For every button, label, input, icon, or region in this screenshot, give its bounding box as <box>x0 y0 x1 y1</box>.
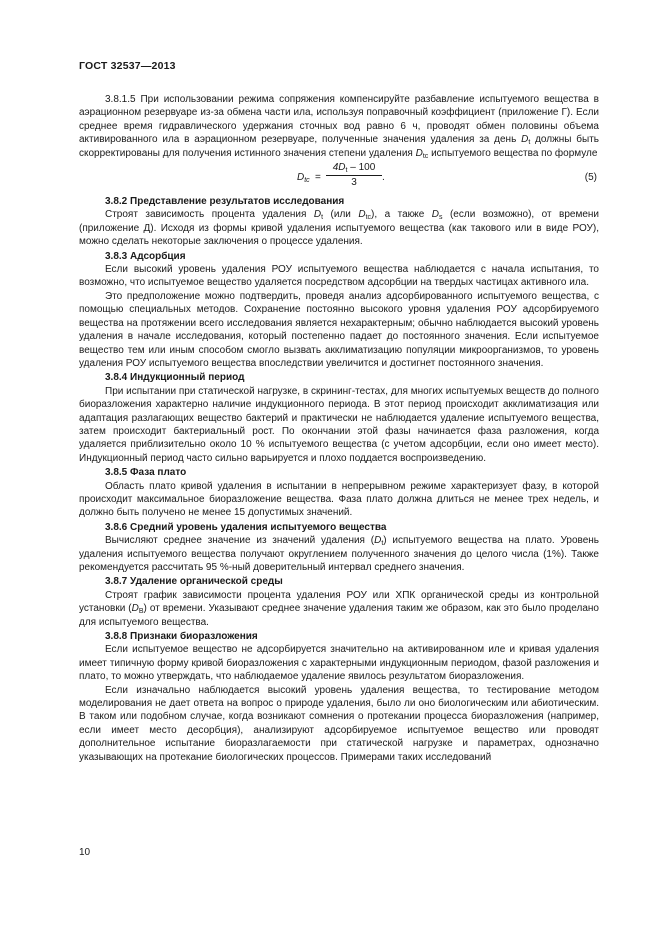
paragraph-3-8-7: Строят график зависимости процента удаления РОУ или ХПК органической среды из контрольной установки $(D_B)$ от времени. Указывают среднее значение удаления таким же образом, как это было проделано для испытуемого вещества. <box>79 589 599 628</box>
paragraph-3-8-5: Область плато кривой удаления в испытании в непрерывном режиме характеризует фазу, в которой происходит максимальное биоразложение вещества. Фаза плато должна длиться не менее трех недель, и должно быть получено не менее 15 допустимых значений. <box>79 480 599 519</box>
document-header: ГОСТ 32537—2013 <box>79 60 176 72</box>
paragraph-3-8-1-5: 3.8.1.5 При использовании режима сопряжения компенсируйте разбавление испытуемого вещества в аэрационном резервуаре из-за обмена части ила, используя поправочный коэффициент (приложение Г). Если среднее время гидравлического удержания сточных вод равно 6 ч, проводят обмен половины объема активированного ила в аэрационном резервуаре, полученные значения удаления за день $D_t$ должны быть скорректированы для получения истинного значения степени удаления $D_{tc}$ испытуемого вещества по формуле <box>79 94 599 160</box>
formula-equals: = <box>315 172 321 184</box>
paragraph-3-8-2: Строят зависимость процента удаления $D_t$ (или $D_{tc}$), а также $D_s$ (если возможно), от времени (приложение Д). Исходя из формы кривой удаления испытуемого вещества (как такового или в виде РОУ), можно сделать некоторые заключения о процессе удаления. <box>79 209 600 248</box>
document-body <box>79 93 599 764</box>
formula-denominator: 3 <box>351 177 357 189</box>
formula-number: (5) <box>584 172 597 184</box>
heading-3-8-5: 3.8.5 Фаза плато <box>105 467 187 479</box>
heading-3-8-4: 3.8.4 Индукционный период <box>105 372 245 384</box>
heading-3-8-6: 3.8.6 Средний уровень удаления испытуемого вещества <box>105 521 387 533</box>
formula-fraction <box>326 162 382 189</box>
paragraph-3-8-6: Вычисляют среднее значение из значений удаления $(D_t)$ испытуемого вещества на плато. Уровень удаления испытуемого вещества получают округлением полученного значения до целого числа (1%). Также рекомендуется рассчитать 95 %-ный доверительный интервал среднего значения. <box>79 535 599 573</box>
heading-3-8-7: 3.8.7 Удаление органической среды <box>105 576 283 588</box>
page-number: 10 <box>79 847 91 858</box>
paragraph-3-8-3-1: Если высокий уровень удаления РОУ испытуемого вещества наблюдается с начала испытания, то возможно, что испытуемое вещество удаляется посредством адсорбции на твердых частицах активного ила. <box>79 264 599 289</box>
heading-3-8-3: 3.8.3 Адсорбция <box>105 250 186 262</box>
paragraph-3-8-8-1: Если испытуемое вещество не адсорбируется значительно на активированном иле и кривая удаления имеет типичную форму кривой биоразложения с характерными индукционным периодом, фазой разложения и плато, то можно утверждать, что наблюдаемое удаление явилось результатом биоразложения. <box>79 644 599 683</box>
formula-5 <box>79 162 599 192</box>
formula-period: . <box>382 172 385 184</box>
paragraph-3-8-8-2: Если изначально наблюдается высокий уровень удаления вещества, то тестирование методом моделирования не дает ответа на вопрос о природе удаления, было ли оно биологическим или абиотическим. В таком или подобном случае, когда возникают сомнения о протекании процесса биоразложения (например, если имеет место десорбция), анализируют адсорбируемое испытуемое вещество или проводят дополнительное испытание биоразлагаемости при статической нагрузке и параметрах, однозначно указывающих на протекание биологических процессов. Примерами таких исследований <box>79 684 599 763</box>
paragraph-3-8-3-2: Это предположение можно подтвердить, проведя анализ адсорбированного испытуемого вещества, с помощью специальных методов. Сохранение постоянно высокого уровня удаления РОУ адсорбируемого вещества на протяжении всего исследования является нехарактерным; обычно наблюдается высокий уровень удаления в начале исследования, который постепенно падает до постоянного значения. Если испытуемое вещество тем или иным способом смогло вызвать акклиматизацию популяции микроорганизмов, то уровень удаления РОУ испытуемого вещества впоследствии увеличится и достигнет постоянного значения. <box>79 290 599 369</box>
formula-numerator: $4D_t - 100$ <box>326 162 382 176</box>
heading-3-8-2: 3.8.2 Представление результатов исследования <box>105 196 345 208</box>
formula-lhs: $D_{tc}$ <box>297 172 310 185</box>
paragraph-3-8-4: При испытании при статической нагрузке, в скрининг-тестах, для многих испытуемых веществ до полного биоразложения характерно наличие индукционного периода. В этот период происходит акклиматизация или адаптация разлагающих вещество бактерий и практически не наблюдается удаление испытуемого вещества, затем происходит бактериальный рост. По окончании этой фазы начинается фаза разложения, когда удаляется приблизительно около 10 % испытуемого вещества (с учетом адсорбции, если оно имеет место). Индукционный период часто сильно варьируется и плохо поддается воспроизведению. <box>79 385 599 464</box>
heading-3-8-8: 3.8.8 Признаки биоразложения <box>105 631 258 643</box>
